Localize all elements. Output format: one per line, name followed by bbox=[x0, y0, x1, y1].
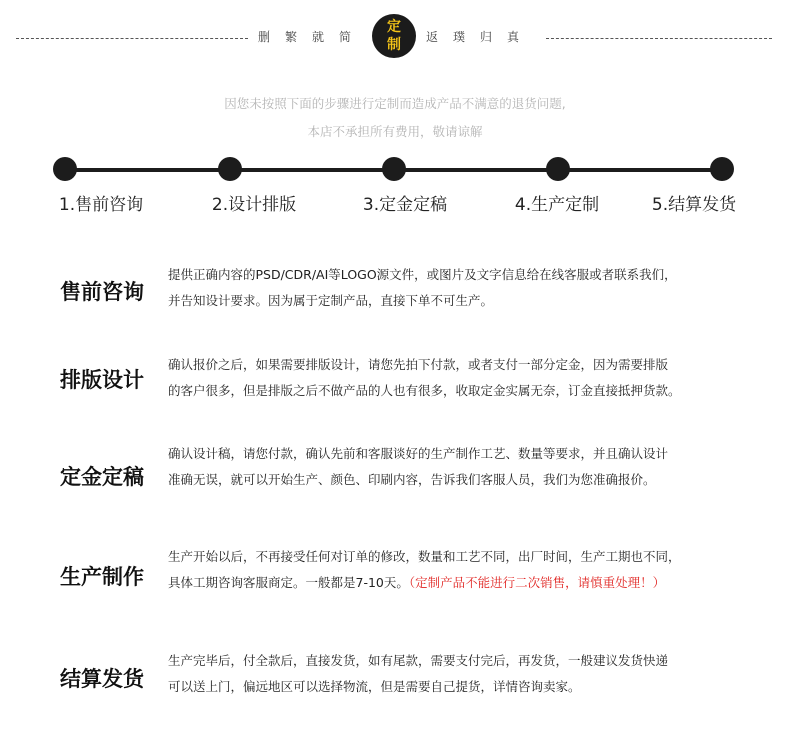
step-label-5: 5.结算发货 bbox=[651, 195, 737, 215]
section-line: 的客户很多，但是排版之后不做产品的人也有很多，收取定金实属无奈，订金直接抵押货款。 bbox=[168, 383, 681, 398]
header-motto-left bbox=[258, 28, 352, 45]
motto-char: 繁 bbox=[285, 30, 299, 44]
section-line: 并告知设计要求。因为属于定制产品，直接下单不可生产。 bbox=[168, 293, 494, 308]
timeline-dot bbox=[546, 157, 570, 181]
notice-line-2: 本店不承担所有费用，敬请谅解 bbox=[307, 124, 483, 139]
section-body bbox=[168, 352, 768, 404]
warning-text: （定制产品不能进行二次销售，请慎重处理！） bbox=[408, 575, 666, 590]
section-line: 确认报价之后，如果需要排版设计，请您先拍下付款，或者支付一部分定金，因为需要排版 bbox=[168, 357, 669, 372]
timeline-dot bbox=[218, 157, 242, 181]
motto-char: 返 bbox=[426, 30, 440, 44]
motto-char: 璞 bbox=[453, 30, 467, 44]
section-body bbox=[168, 544, 768, 596]
badge-label: 定制 bbox=[387, 19, 401, 53]
timeline-dot bbox=[710, 157, 734, 181]
section-title: 排版设计 bbox=[60, 368, 144, 392]
section-line: 生产完毕后，付全款后，直接发货，如有尾款，需要支付完后，再发货，一般建议发货快递 bbox=[168, 653, 669, 668]
section-title: 结算发货 bbox=[60, 667, 144, 691]
step-label-4: 4.生产定制 bbox=[514, 195, 600, 215]
section-title: 定金定稿 bbox=[60, 465, 144, 489]
step-label-1: 1.售前咨询 bbox=[58, 195, 144, 215]
section-line: 可以送上门，偏远地区可以选择物流，但是需要自己提货，详情咨询卖家。 bbox=[168, 679, 581, 694]
section-line bbox=[168, 570, 768, 596]
section-line: 准确无误，就可以开始生产、颜色、印刷内容，告诉我们客服人员，我们为您准确报价。 bbox=[168, 472, 656, 487]
step-label-3: 3.定金定稿 bbox=[362, 195, 448, 215]
notice-line-1: 因您未按照下面的步骤进行定制而造成产品不满意的退货问题, bbox=[224, 96, 566, 111]
section-line: 生产开始以后，不再接受任何对订单的修改，数量和工艺不同，出厂时间，生产工期也不同， bbox=[168, 549, 681, 564]
section-line: 确认设计稿，请您付款，确认先前和客服谈好的生产制作工艺、数量等要求，并且确认设计 bbox=[168, 446, 669, 461]
step-label-2: 2.设计排版 bbox=[211, 195, 297, 215]
header-divider-right bbox=[546, 38, 772, 39]
header-divider-left bbox=[16, 38, 248, 39]
custom-badge bbox=[372, 14, 416, 58]
timeline-dot bbox=[53, 157, 77, 181]
timeline-dot bbox=[382, 157, 406, 181]
header-motto-right bbox=[426, 28, 520, 45]
motto-char: 删 bbox=[258, 30, 272, 44]
motto-char: 就 bbox=[312, 30, 326, 44]
section-line: 提供正确内容的PSD/CDR/AI等LOGO源文件，或图片及文字信息给在线客服或者联系我们， bbox=[168, 267, 677, 282]
motto-char: 真 bbox=[507, 30, 521, 44]
section-body bbox=[168, 262, 768, 314]
section-body bbox=[168, 648, 768, 700]
section-line-text: 具体工期咨询客服商定。一般都是7-10天。 bbox=[168, 575, 409, 590]
section-title: 售前咨询 bbox=[60, 280, 144, 304]
motto-char: 归 bbox=[480, 30, 494, 44]
motto-char: 简 bbox=[339, 30, 353, 44]
section-body bbox=[168, 441, 768, 493]
section-title: 生产制作 bbox=[60, 565, 144, 589]
